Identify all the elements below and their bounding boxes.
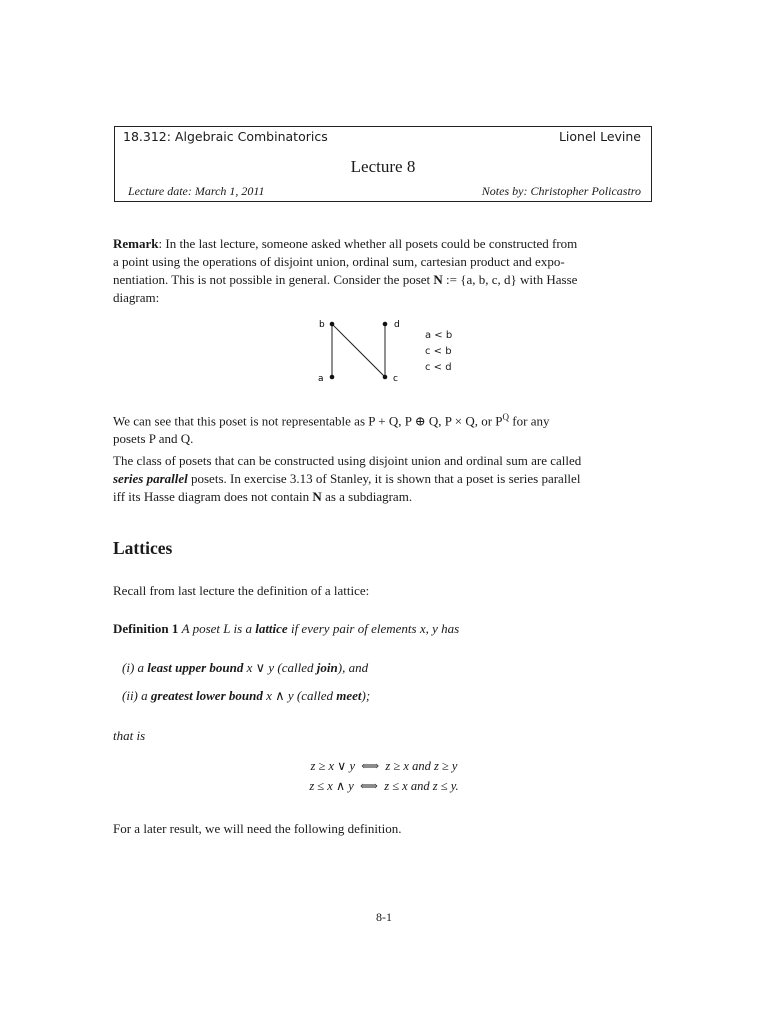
label-b: b <box>319 320 325 330</box>
lecture-date: Lecture date: March 1, 2011 <box>128 184 265 198</box>
definition-term: lattice <box>255 621 288 636</box>
remark-label: Remark <box>113 236 159 251</box>
relation-3: c < d <box>425 362 452 373</box>
rep-line-1-end: for any <box>509 413 550 429</box>
course-name: 18.312: Algebraic Combinatorics <box>123 129 328 144</box>
definition-1 <box>113 620 656 638</box>
definition-label: Definition 1 <box>113 621 179 636</box>
rep-line-2: posets P and Q. <box>113 431 194 447</box>
sp-line-2: posets. In exercise 3.13 of Stanley, it is shown that a poset is series parallel <box>187 471 581 486</box>
edge-c-b <box>332 324 385 377</box>
representable-paragraph <box>113 408 656 448</box>
series-parallel-paragraph <box>113 452 656 506</box>
item-i-num: (i) <box>122 660 135 675</box>
sp-line-3b: as a subdiagram. <box>321 489 413 504</box>
item-i-c: ), and <box>337 660 369 675</box>
label-a: a <box>318 374 324 384</box>
sp-term: series parallel <box>113 471 188 486</box>
definition-item-i <box>122 659 665 677</box>
item-ii-b: x ∧ y (called <box>262 688 337 703</box>
item-ii-c: ); <box>361 688 371 703</box>
relation-2: c < b <box>425 346 452 357</box>
later-sentence: For a later result, we will need the following definition. <box>113 821 402 836</box>
label-c: c <box>393 374 398 384</box>
equation-join: z ≥ x ∨ y ⟺ z ≥ x and z ≥ y <box>310 759 458 773</box>
remark-line-3b: := {a, b, c, d} with Hasse <box>442 272 578 287</box>
section-heading-lattices: Lattices <box>113 538 173 558</box>
sp-n-symbol: N <box>312 489 322 504</box>
rep-line-1: We can see that this poset is not representable as P + Q, P ⊕ Q, P × Q, or P <box>113 413 503 429</box>
definition-text-b: if every pair of elements x, y has <box>287 621 460 636</box>
item-i-term: least upper bound <box>147 660 244 675</box>
item-i-a: a <box>137 660 148 675</box>
remark-line-1: : In the last lecture, someone asked whether all posets could be constructed from <box>158 236 578 251</box>
node-b <box>330 322 335 327</box>
notes-author: Notes by: Christopher Policastro <box>481 184 641 198</box>
rep-superscript: Q <box>502 412 510 422</box>
instructor-name: Lionel Levine <box>558 129 641 144</box>
node-a <box>330 375 335 380</box>
definition-text-a: A poset L is a <box>181 621 256 636</box>
sp-line-1: The class of posets that can be constructed using disjoint union and ordinal sum are called <box>113 453 582 468</box>
item-i-term2: join <box>316 660 338 675</box>
relation-1: a < b <box>425 330 453 341</box>
node-c <box>383 375 388 380</box>
item-ii-term2: meet <box>336 688 362 703</box>
remark-line-3a: nentiation. This is not possible in general. Consider the poset <box>113 272 434 287</box>
remark-line-4: diagram: <box>113 290 160 305</box>
equation-meet: z ≤ x ∧ y ⟺ z ≤ x and z ≤ y. <box>309 779 459 793</box>
that-is: that is <box>113 728 146 743</box>
lecture-title: Lecture 8 <box>350 157 416 176</box>
definition-item-ii <box>122 687 665 705</box>
item-i-b: x ∨ y (called <box>243 660 317 675</box>
item-ii-term: greatest lower bound <box>150 688 263 703</box>
poset-symbol: N <box>433 272 443 287</box>
page-number: 8-1 <box>376 910 392 924</box>
label-d: d <box>394 320 400 330</box>
lecture-header-box <box>114 126 652 202</box>
node-d <box>383 322 388 327</box>
remark-paragraph <box>113 235 656 307</box>
sp-line-3a: iff its Hasse diagram does not contain <box>113 489 313 504</box>
item-ii-num: (ii) <box>122 688 138 703</box>
item-ii-a: a <box>141 688 151 703</box>
remark-line-2: a point using the operations of disjoint union, ordinal sum, cartesian product and expo- <box>113 254 565 269</box>
recall-sentence: Recall from last lecture the definition of a lattice: <box>113 583 370 598</box>
